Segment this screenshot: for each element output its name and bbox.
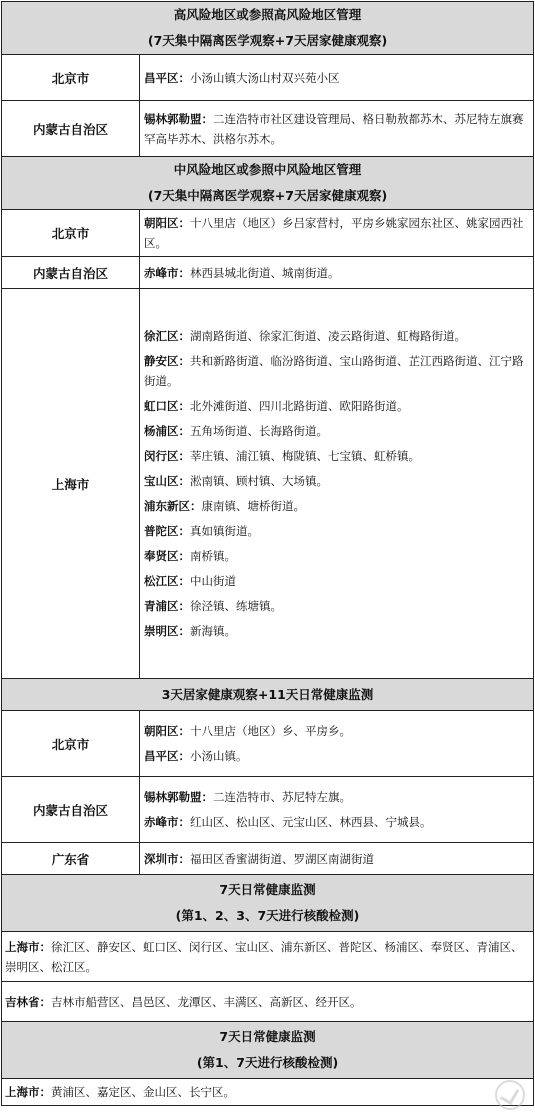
- region-name: 上海市：: [5, 1085, 51, 1099]
- table-row: [2, 257, 534, 289]
- detail-cell: [140, 711, 534, 777]
- district-places: 徐泾镇、练塘镇。: [190, 599, 282, 613]
- section-title: 中风险地区或参照中风险地区管理: [173, 162, 362, 177]
- district-name: 宝山区：: [144, 474, 190, 488]
- district-entry: [144, 213, 529, 253]
- district-places: 小汤山镇。: [190, 749, 248, 763]
- watermark: [495, 1080, 525, 1110]
- district-places: 林西县城北街道、城南街道。: [190, 265, 340, 280]
- section-title: 7天日常健康监测: [219, 1029, 316, 1044]
- district-places: 十八里店（地区）乡、平房乡。: [190, 724, 351, 738]
- detail-cell: [140, 843, 534, 875]
- risk-area-table: [1, 1, 534, 1106]
- table-row: [2, 210, 534, 257]
- district-entry: [144, 351, 529, 391]
- section-header-high-risk: [2, 2, 534, 55]
- district-name: 锡林郭勒盟：: [144, 111, 213, 126]
- region-cell: 北京市: [2, 711, 140, 777]
- detail-cell: [2, 932, 534, 982]
- district-places: 南桥镇。: [190, 549, 236, 563]
- district-name: 崇明区：: [144, 624, 190, 638]
- detail-cell: [140, 210, 534, 257]
- district-name: 昌平区：: [144, 70, 190, 85]
- region-places: 吉林市船营区、昌邑区、龙潭区、丰满区、高新区、经开区。: [51, 994, 362, 1009]
- table-row: [2, 982, 534, 1022]
- district-entry: [144, 746, 529, 766]
- table-row: [2, 932, 534, 982]
- district-name: 闵行区：: [144, 449, 190, 463]
- detail-cell: [140, 257, 534, 289]
- region-cell: 北京市: [2, 210, 140, 257]
- section-header-cell: [2, 2, 534, 55]
- district-places: 小汤山镇大汤山村双兴苑小区: [190, 70, 340, 85]
- district-entry: [144, 496, 529, 516]
- district-entry: [144, 446, 529, 466]
- section-title: 7天日常健康监测: [219, 882, 316, 897]
- table-row: [2, 101, 534, 157]
- district-name: 杨浦区：: [144, 424, 190, 438]
- table-row: [2, 55, 534, 101]
- region-name: 上海市：: [5, 939, 51, 954]
- district-places: 中山街道: [190, 574, 236, 588]
- section-title: 高风险地区或参照高风险地区管理: [173, 7, 362, 22]
- district-name: 赤峰市：: [144, 815, 190, 829]
- detail-cell: [140, 289, 534, 679]
- district-places: 二连浩特市、苏尼特左旗。: [213, 790, 351, 804]
- region-cell: 内蒙古自治区: [2, 777, 140, 843]
- detail-cell: [140, 55, 534, 101]
- district-places: 湖南路街道、徐家汇街道、凌云路街道、虹梅路街道。: [190, 329, 466, 343]
- district-places: 莘庄镇、浦江镇、梅陇镇、七宝镇、虹桥镇。: [190, 449, 420, 463]
- district-places: 五角场街道、长海路街道。: [190, 424, 328, 438]
- table-row: [2, 777, 534, 843]
- table-row: [2, 711, 534, 777]
- district-name: 青浦区：: [144, 599, 190, 613]
- district-entry: [144, 721, 529, 741]
- district-name: 深圳市：: [144, 851, 190, 866]
- district-entry: [144, 326, 529, 346]
- section-header-daily-monitoring-2: [2, 1022, 534, 1079]
- district-entry: [144, 68, 529, 88]
- section-subtitle: (7天集中隔离医学观察+7天居家健康观察): [147, 188, 388, 203]
- district-places: 福田区香蜜湖街道、罗湖区南湖街道: [190, 851, 374, 866]
- detail-cell: [140, 101, 534, 157]
- district-places: 新海镇。: [190, 624, 236, 638]
- section-header-cell: [2, 1022, 534, 1079]
- district-name: 朝阳区：: [144, 216, 190, 230]
- district-places: 二连浩特市社区建设管理局、格日勒敖都苏木、苏尼特左旗赛罕高毕苏木、洪格尔苏木。: [144, 111, 524, 146]
- district-name: 普陀区：: [144, 524, 190, 538]
- district-entry: [144, 521, 529, 541]
- detail-cell: [2, 1079, 534, 1106]
- region-name: 吉林省：: [5, 994, 51, 1009]
- table-row: [2, 289, 534, 679]
- section-title: 3天居家健康观察+11天日常健康监测: [161, 686, 374, 702]
- district-entry: [144, 263, 529, 283]
- section-header-cell: [2, 875, 534, 932]
- district-name: 松江区：: [144, 574, 190, 588]
- district-name: 浦东新区：: [144, 499, 202, 513]
- region-places: 徐汇区、静安区、虹口区、闵行区、宝山区、浦东新区、普陀区、杨浦区、奉贤区、青浦区、崇明区、松江区。: [5, 939, 523, 974]
- detail-cell: [2, 982, 534, 1022]
- district-entry: [144, 396, 529, 416]
- district-name: 徐汇区：: [144, 329, 190, 343]
- district-name: 虹口区：: [144, 399, 190, 413]
- section-header-medium-risk: [2, 157, 534, 210]
- district-name: 昌平区：: [144, 749, 190, 763]
- section-subtitle: (7天集中隔离医学观察+7天居家健康观察): [147, 33, 388, 48]
- district-places: 康南镇、塘桥街道。: [201, 499, 305, 513]
- district-places: 十八里店（地区）乡吕家营村，平房乡姚家园东社区、姚家园西社区。: [144, 216, 524, 250]
- section-subtitle: (第1、2、3、7天进行核酸检测): [175, 908, 360, 923]
- section-header-cell: [2, 157, 534, 210]
- district-name: 奉贤区：: [144, 549, 190, 563]
- district-entry: [144, 787, 529, 807]
- district-name: 静安区：: [144, 354, 190, 368]
- district-places: 共和新路街道、临汾路街道、宝山路街道、芷江西路街道、江宁路街道。: [144, 354, 524, 388]
- region-places: 黄浦区、嘉定区、金山区、长宁区。: [51, 1085, 235, 1099]
- district-places: 淞南镇、顾村镇、大场镇。: [190, 474, 328, 488]
- table-row: [2, 843, 534, 875]
- detail-cell: [140, 777, 534, 843]
- district-entry: [144, 596, 529, 616]
- district-places: 红山区、松山区、元宝山区、林西县、宁城县。: [190, 815, 432, 829]
- district-entry: [144, 849, 529, 869]
- table-row: [2, 1079, 534, 1106]
- district-entry: [144, 109, 529, 149]
- district-entry: [144, 571, 529, 591]
- region-cell: 内蒙古自治区: [2, 257, 140, 289]
- district-entry: [144, 812, 529, 832]
- section-header-cell: [2, 679, 534, 711]
- region-cell: 内蒙古自治区: [2, 101, 140, 157]
- district-name: 锡林郭勒盟：: [144, 790, 213, 804]
- district-entry: [144, 621, 529, 641]
- section-header-home-observation: [2, 679, 534, 711]
- district-places: 真如镇街道。: [190, 524, 259, 538]
- section-header-daily-monitoring: [2, 875, 534, 932]
- district-entry: [144, 546, 529, 566]
- district-name: 赤峰市：: [144, 265, 190, 280]
- district-entry: [144, 421, 529, 441]
- section-subtitle: (第1、7天进行核酸检测): [196, 1055, 339, 1070]
- watermark-logo-icon: [495, 1080, 525, 1110]
- district-places: 北外滩街道、四川北路街道、欧阳路街道。: [190, 399, 409, 413]
- region-cell: 北京市: [2, 55, 140, 101]
- region-cell: 广东省: [2, 843, 140, 875]
- district-entry: [144, 471, 529, 491]
- region-cell: 上海市: [2, 289, 140, 679]
- district-name: 朝阳区：: [144, 724, 190, 738]
